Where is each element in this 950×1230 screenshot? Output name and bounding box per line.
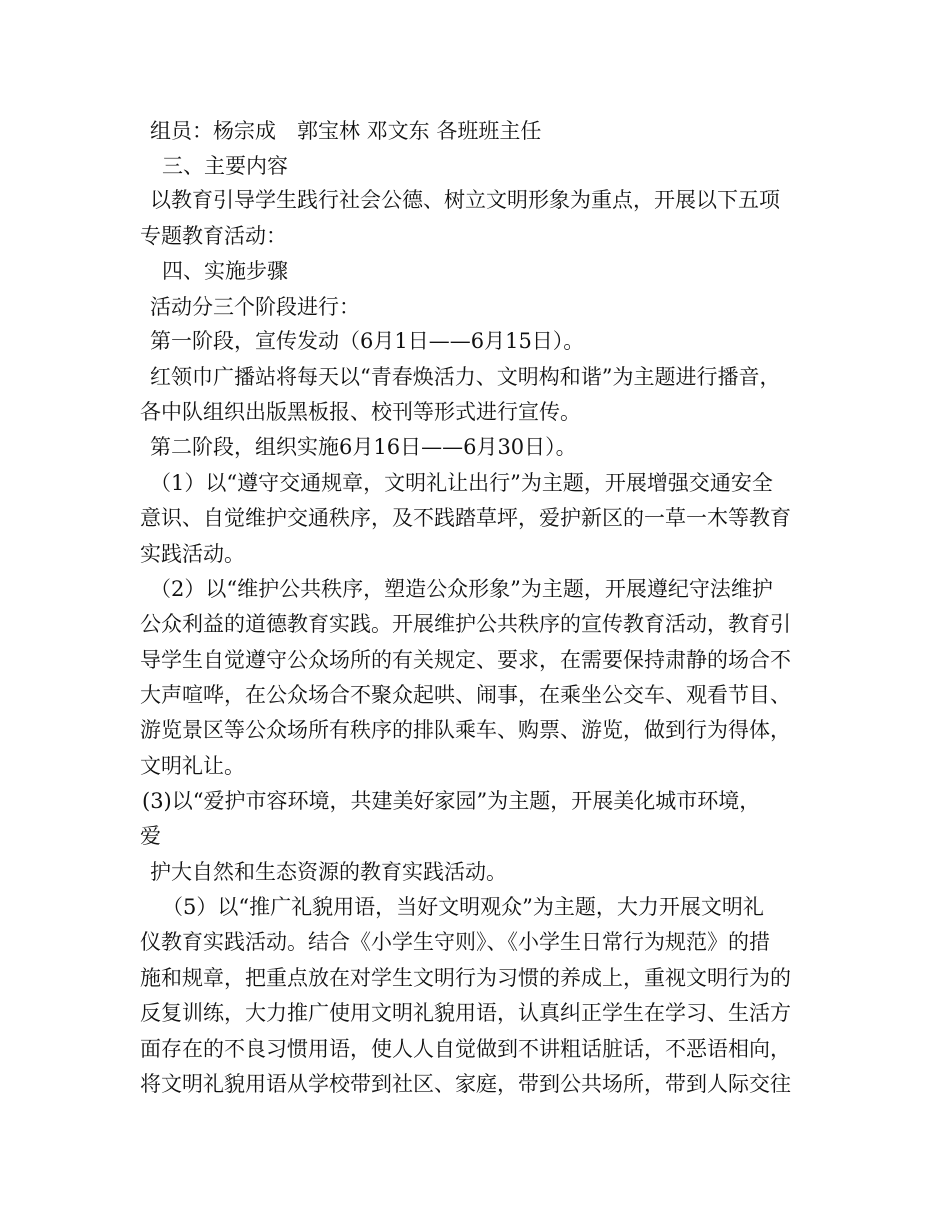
- text-line: 将文明礼貌用语从学校带到社区、家庭，带到公共场所，带到人际交往: [140, 1072, 791, 1096]
- text-line: 公众利益的道德教育实践。开展维护公共秩序的宣传教育活动，教育引: [140, 612, 791, 636]
- text-line-item-2: （2）以“维护公共秩序，塑造公众形象”为主题，开展遵纪守法维护: [150, 577, 773, 601]
- text-line: 施和规章，把重点放在对学生文明行为习惯的养成上，重视文明行为的: [140, 966, 791, 990]
- text-line: 面存在的不良习惯用语，使人人自觉做到不讲粗话脏话，不恶语相向，: [140, 1037, 791, 1061]
- text-line: 文明礼让。: [140, 754, 245, 778]
- text-line-members: 组员：杨宗成 郭宝林 邓文东 各班班主任: [150, 119, 542, 143]
- text-line-item-1: （1）以“遵守交通规章，文明礼让出行”为主题，开展增强交通安全: [150, 471, 773, 495]
- text-line-item-3: (3)以“爱护市容环境，共建美好家园”为主题，开展美化城市环境，: [142, 789, 761, 813]
- text-line: 爱: [140, 824, 161, 848]
- text-line: 红领巾广播站将每天以“青春焕活力、文明构和谐”为主题进行播音，: [150, 365, 781, 389]
- text-line: 各中队组织出版黑板报、校刊等形式进行宣传。: [140, 400, 581, 424]
- text-line: 实践活动。: [140, 542, 245, 566]
- text-line: 大声喧哗，在公众场合不聚众起哄、闹事，在乘坐公交车、观看节目、: [140, 683, 791, 707]
- text-line: 导学生自觉遵守公众场所的有关规定、要求，在需要保持肃静的场合不: [140, 648, 791, 672]
- text-line: 活动分三个阶段进行：: [150, 295, 360, 319]
- text-line: 护大自然和生态资源的教育实践活动。: [150, 860, 507, 884]
- text-line-phase-one: 第一阶段，宣传发动（6月1日——6月15日）。: [150, 329, 585, 353]
- heading-main-content: 三、主要内容: [162, 154, 288, 178]
- text-line: 游览景区等公众场所有秩序的排队乘车、购票、游览，做到行为得体，: [140, 718, 791, 742]
- text-line: 反复训练，大力推广使用文明礼貌用语，认真纠正学生在学习、生活方: [140, 1001, 791, 1025]
- text-line-phase-two: 第二阶段，组织实施6月16日——6月30日）。: [150, 435, 577, 459]
- text-line-item-5: （5）以“推广礼貌用语，当好文明观众”为主题，大力开展文明礼: [162, 895, 764, 919]
- text-line: 专题教育活动：: [140, 224, 287, 248]
- heading-implementation-steps: 四、实施步骤: [162, 259, 288, 283]
- text-line: 意识、自觉维护交通秩序，及不践踏草坪，爱护新区的一草一木等教育: [140, 506, 791, 530]
- text-line: 以教育引导学生践行社会公德、树立文明形象为重点，开展以下五项: [150, 188, 780, 212]
- text-line: 仪教育实践活动。结合《小学生守则》、《小学生日常行为规范》的措: [140, 930, 770, 954]
